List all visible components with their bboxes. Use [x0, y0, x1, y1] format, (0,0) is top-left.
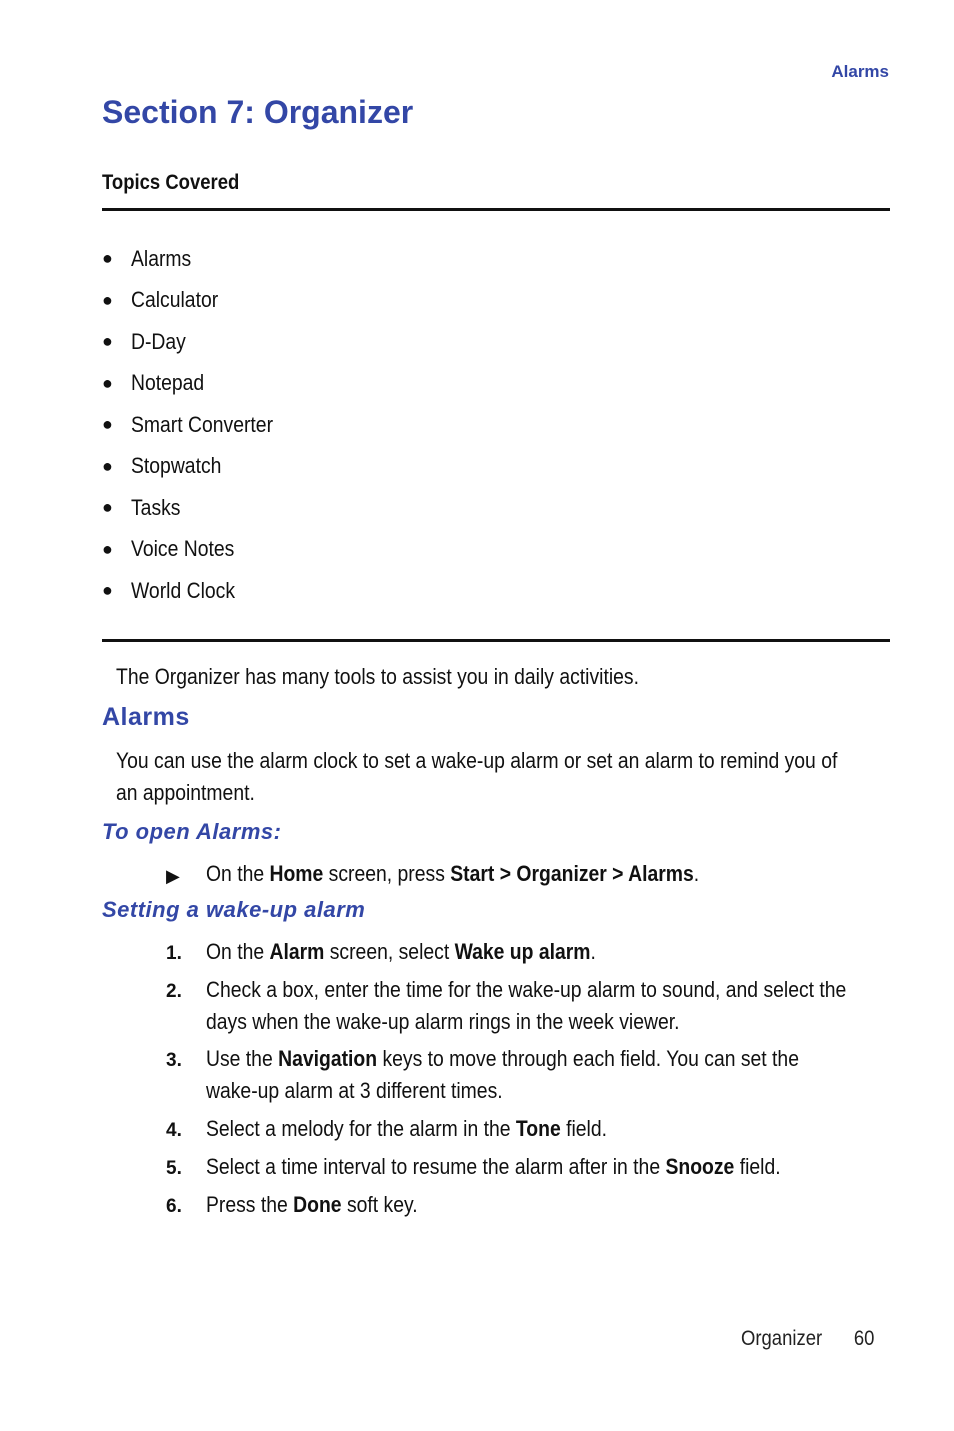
open-alarms-step: ▶ On the Home screen, press Start > Organizer > Alarms.	[166, 858, 766, 892]
list-item: ● Smart Converter	[102, 411, 274, 437]
arrow-right-icon: ▶	[166, 866, 180, 886]
bullet-icon: ●	[102, 372, 113, 393]
topics-covered-label: Topics Covered	[102, 171, 240, 194]
page-footer	[741, 1327, 874, 1351]
step-5: 5. Select a time interval to resume the alarm after in the Snooze field.	[166, 1154, 781, 1179]
bullet-icon: ●	[102, 455, 113, 476]
step-4: 4. Select a melody for the alarm in the Tone field.	[166, 1116, 608, 1141]
step-6: 6. Press the Done soft key.	[166, 1192, 418, 1217]
step-1: 1. On the Alarm screen, select Wake up alarm.	[166, 939, 596, 964]
list-item: ● Voice Notes	[102, 536, 235, 562]
list-item: ● Stopwatch	[102, 453, 222, 479]
top-rule	[102, 208, 890, 211]
bullet-icon: ●	[102, 331, 113, 352]
list-item: ● World Clock	[102, 577, 236, 603]
bullet-icon: ●	[102, 580, 113, 601]
bullet-icon: ●	[102, 414, 113, 435]
bullet-icon: ●	[102, 289, 113, 310]
step-2: 2. Check a box, enter the time for the wake-up alarm to sound, and select the days when the wake-up alarm rings in the week viewer.	[166, 977, 847, 1034]
bullet-icon: ●	[102, 538, 113, 559]
bullet-icon: ●	[102, 248, 113, 269]
wake-up-heading: Setting a wake-up alarm	[102, 897, 366, 922]
open-alarms-heading: To open Alarms:	[102, 819, 282, 844]
step-3: 3. Use the Navigation keys to move through each field. You can set the wake-up alarm at 3 different times.	[166, 1046, 799, 1103]
footer-section: Organizer	[741, 1327, 823, 1350]
list-item: ● Notepad	[102, 370, 205, 396]
bullet-icon: ●	[102, 497, 113, 518]
bottom-rule	[102, 639, 890, 642]
alarms-heading: Alarms	[102, 703, 190, 731]
page-number: 60	[853, 1327, 875, 1350]
list-item: ● Alarms	[102, 245, 192, 271]
list-item: ● Tasks	[102, 494, 181, 520]
list-item: ● Calculator	[102, 287, 219, 313]
alarms-description: You can use the alarm clock to set a wake-up alarm or set an alarm to remind you of an appointment.	[116, 748, 838, 805]
intro-paragraph: The Organizer has many tools to assist you in daily activities.	[116, 664, 639, 689]
running-header: Alarms	[831, 62, 889, 81]
topics-list	[102, 238, 292, 612]
list-item: ● D-Day	[102, 328, 186, 354]
section-title: Section 7: Organizer	[102, 94, 414, 130]
